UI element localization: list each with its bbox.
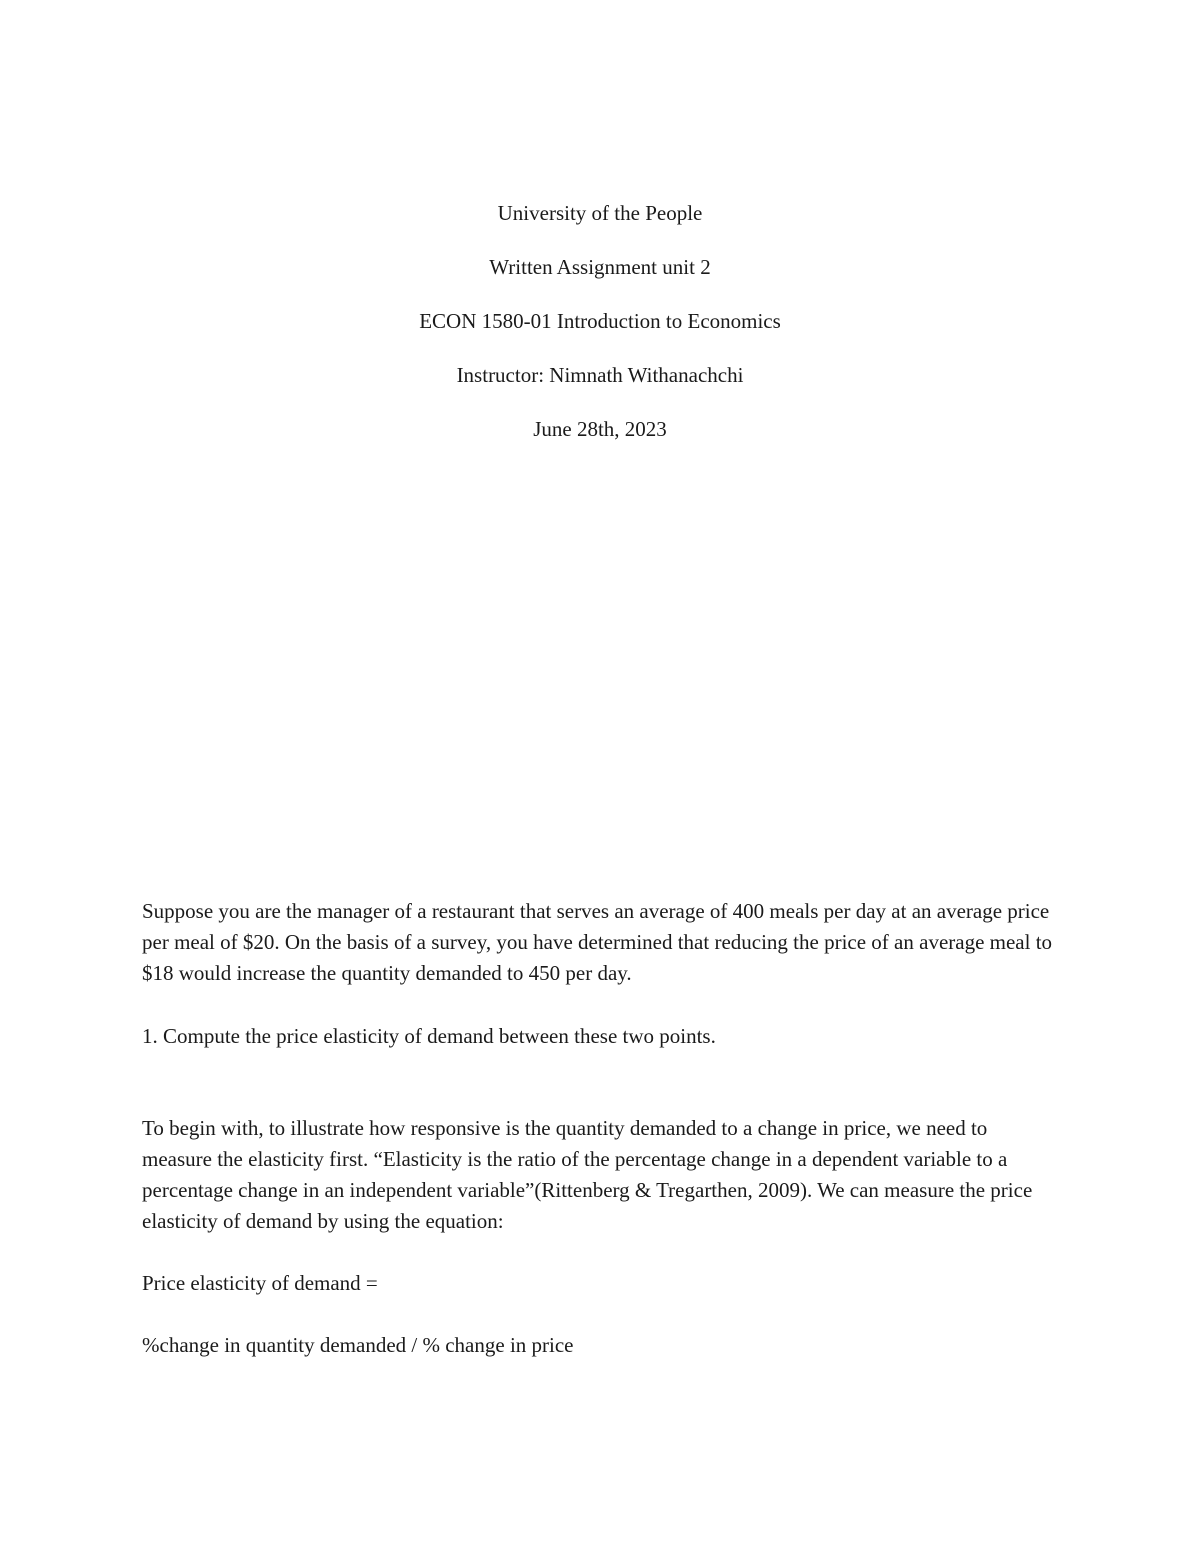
formula-label: Price elasticity of demand = (142, 1271, 378, 1295)
assignment-title: Written Assignment unit 2 (489, 255, 711, 279)
formula: %change in quantity demanded / % change in price (142, 1333, 574, 1357)
title-block (0, 198, 1200, 468)
question-1: 1. Compute the price elasticity of demand between these two points. (142, 1024, 716, 1048)
instructor-name: Instructor: Nimnath Withanachchi (456, 363, 744, 387)
course-name: ECON 1580-01 Introduction to Economics (419, 309, 781, 333)
answer-intro-paragraph: To begin with, to illustrate how responsive is the quantity demanded to a change in price, we need to measure the elasticity first. “Elasticity is the ratio of the percentage change in a dependent variable to a percentage change in an independent variable”(Rittenberg & Tregarthen, 2009). We can measure the price elasticity of demand by using the equation: (142, 1116, 1033, 1233)
university-name: University of the People (497, 201, 703, 225)
scenario-paragraph: Suppose you are the manager of a restaurant that serves an average of 400 meals per day at an average price per meal of $20. On the basis of a survey, you have determined that reducing the price of an average meal to $18 would increase the quantity demanded to 450 per day. (142, 899, 1053, 985)
submission-date: June 28th, 2023 (533, 417, 667, 441)
